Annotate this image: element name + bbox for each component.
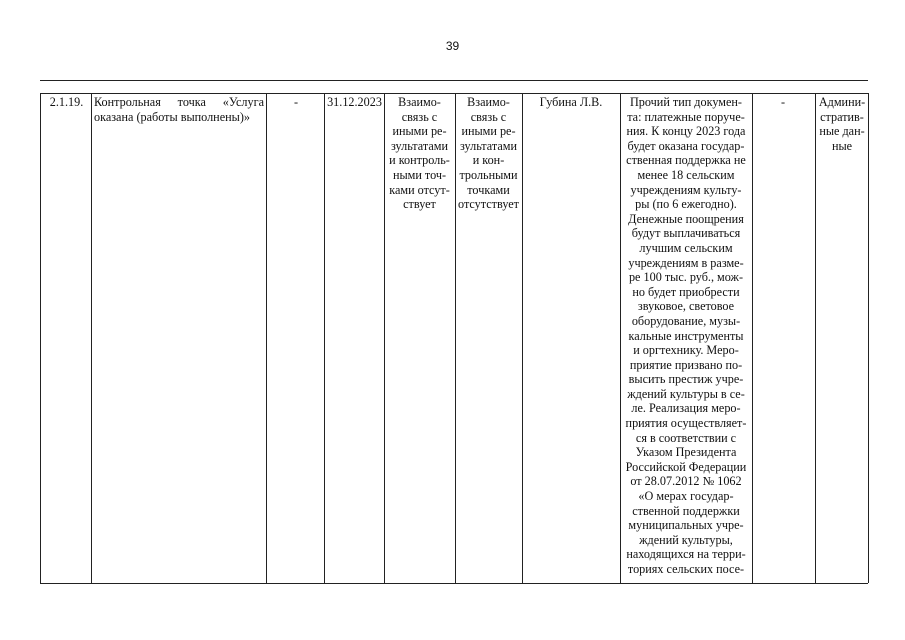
description-line: от 28.07.2012 № 1062: [630, 474, 742, 489]
description-line: но будет приобрести: [632, 284, 740, 299]
relation-line: иными ре-: [461, 124, 516, 139]
description-line: Денежные поощрения: [628, 211, 744, 226]
column-divider: [324, 93, 325, 583]
data-source: [817, 95, 867, 153]
relation-line: зультатами: [460, 138, 517, 153]
description-line: ственной поддержки: [632, 503, 740, 518]
control-point-name: [94, 95, 264, 124]
description-line: учреждениям в разме-: [628, 255, 744, 270]
description-line: учреждениям культу-: [630, 182, 742, 197]
description-line: лучшим сельским: [639, 240, 733, 255]
relation-line: зультатами: [391, 138, 448, 153]
description-line: ре 100 тыс. руб., мож-: [628, 270, 744, 285]
relation-line: отсутствует: [458, 197, 519, 212]
relation-line: связь с: [470, 109, 507, 124]
responsible-person: Губина Л.В.: [539, 95, 603, 109]
description-line: высить престиж учре-: [628, 372, 744, 387]
description-line: звуковое, световое: [637, 299, 735, 314]
column-divider: [752, 93, 753, 583]
relation-line: ными точ-: [392, 167, 447, 182]
description-line: та: платежные поруче-: [627, 109, 745, 124]
source-line: ные дан-: [819, 124, 865, 139]
description-line: ждений культуры,: [639, 532, 733, 547]
relation-line: и кон-: [472, 153, 505, 168]
relation-line: трольными: [459, 167, 518, 182]
document-description: [622, 95, 750, 583]
column-divider: [522, 93, 523, 583]
column-divider: [815, 93, 816, 583]
table-bottom-border: [40, 583, 868, 584]
description-line: Прочий тип докумен-: [630, 95, 742, 109]
table-top-border: [40, 80, 868, 81]
column-divider: [91, 93, 92, 583]
column-divider: [868, 93, 869, 583]
relation-line: связь с: [401, 109, 438, 124]
description-line: Российской Федерации: [625, 459, 747, 474]
description-line: кальные инструменты: [628, 328, 744, 343]
description-line: ния. К концу 2023 года: [626, 124, 746, 139]
row-top-border: [40, 93, 868, 94]
relation-line: иными ре-: [392, 124, 447, 139]
description-line: приятия осуществляет-: [625, 416, 747, 431]
column-divider: [40, 93, 41, 583]
description-line: ственная поддержка не: [626, 153, 746, 168]
relation-line: ствует: [403, 197, 436, 212]
relation-successors: [456, 95, 521, 212]
description-line: ле. Реализация меро-: [631, 401, 741, 416]
source-line: ные: [831, 138, 853, 153]
description-line: и оргтехнику. Меро-: [633, 343, 739, 358]
column-divider: [620, 93, 621, 583]
description-line: ториях сельских посе-: [627, 562, 745, 576]
control-point-name-line: Контрольная точка «Услуга: [94, 95, 264, 109]
deadline-date: 31.12.2023: [327, 95, 382, 109]
description-line: ждений культуры в се-: [627, 386, 745, 401]
control-point-name-line: оказана (работы выполнены)»: [94, 109, 250, 124]
description-line: будут выплачиваться: [631, 226, 741, 241]
empty-value-cell: -: [780, 95, 786, 109]
column-divider: [266, 93, 267, 583]
column-divider: [384, 93, 385, 583]
source-line: Админи-: [818, 95, 866, 109]
description-line: находящихся на терри-: [626, 547, 746, 562]
description-line: ся в соответствии с: [635, 430, 737, 445]
relation-line: и контроль-: [389, 153, 450, 168]
row-number: 2.1.19.: [49, 95, 84, 109]
description-line: Указом Президента: [635, 445, 737, 460]
page-number: 39: [445, 39, 460, 53]
description-line: будет оказана государ-: [627, 138, 745, 153]
source-line: стратив-: [820, 109, 864, 124]
description-line: менее 18 сельским: [637, 167, 735, 182]
description-line: муниципальных учре-: [628, 518, 744, 533]
description-line: ры (по 6 ежегодно).: [635, 197, 737, 212]
relation-line: Взаимо-: [398, 95, 441, 109]
relation-line: Взаимо-: [467, 95, 510, 109]
relation-predecessors: [386, 95, 453, 212]
relation-line: точками: [467, 182, 510, 197]
base-value-cell: -: [293, 95, 299, 109]
description-line: приятие призвано по-: [629, 357, 743, 372]
description-line: «О мерах государ-: [638, 489, 734, 504]
description-line: оборудование, музы-: [631, 313, 741, 328]
relation-line: ками отсут-: [389, 182, 450, 197]
